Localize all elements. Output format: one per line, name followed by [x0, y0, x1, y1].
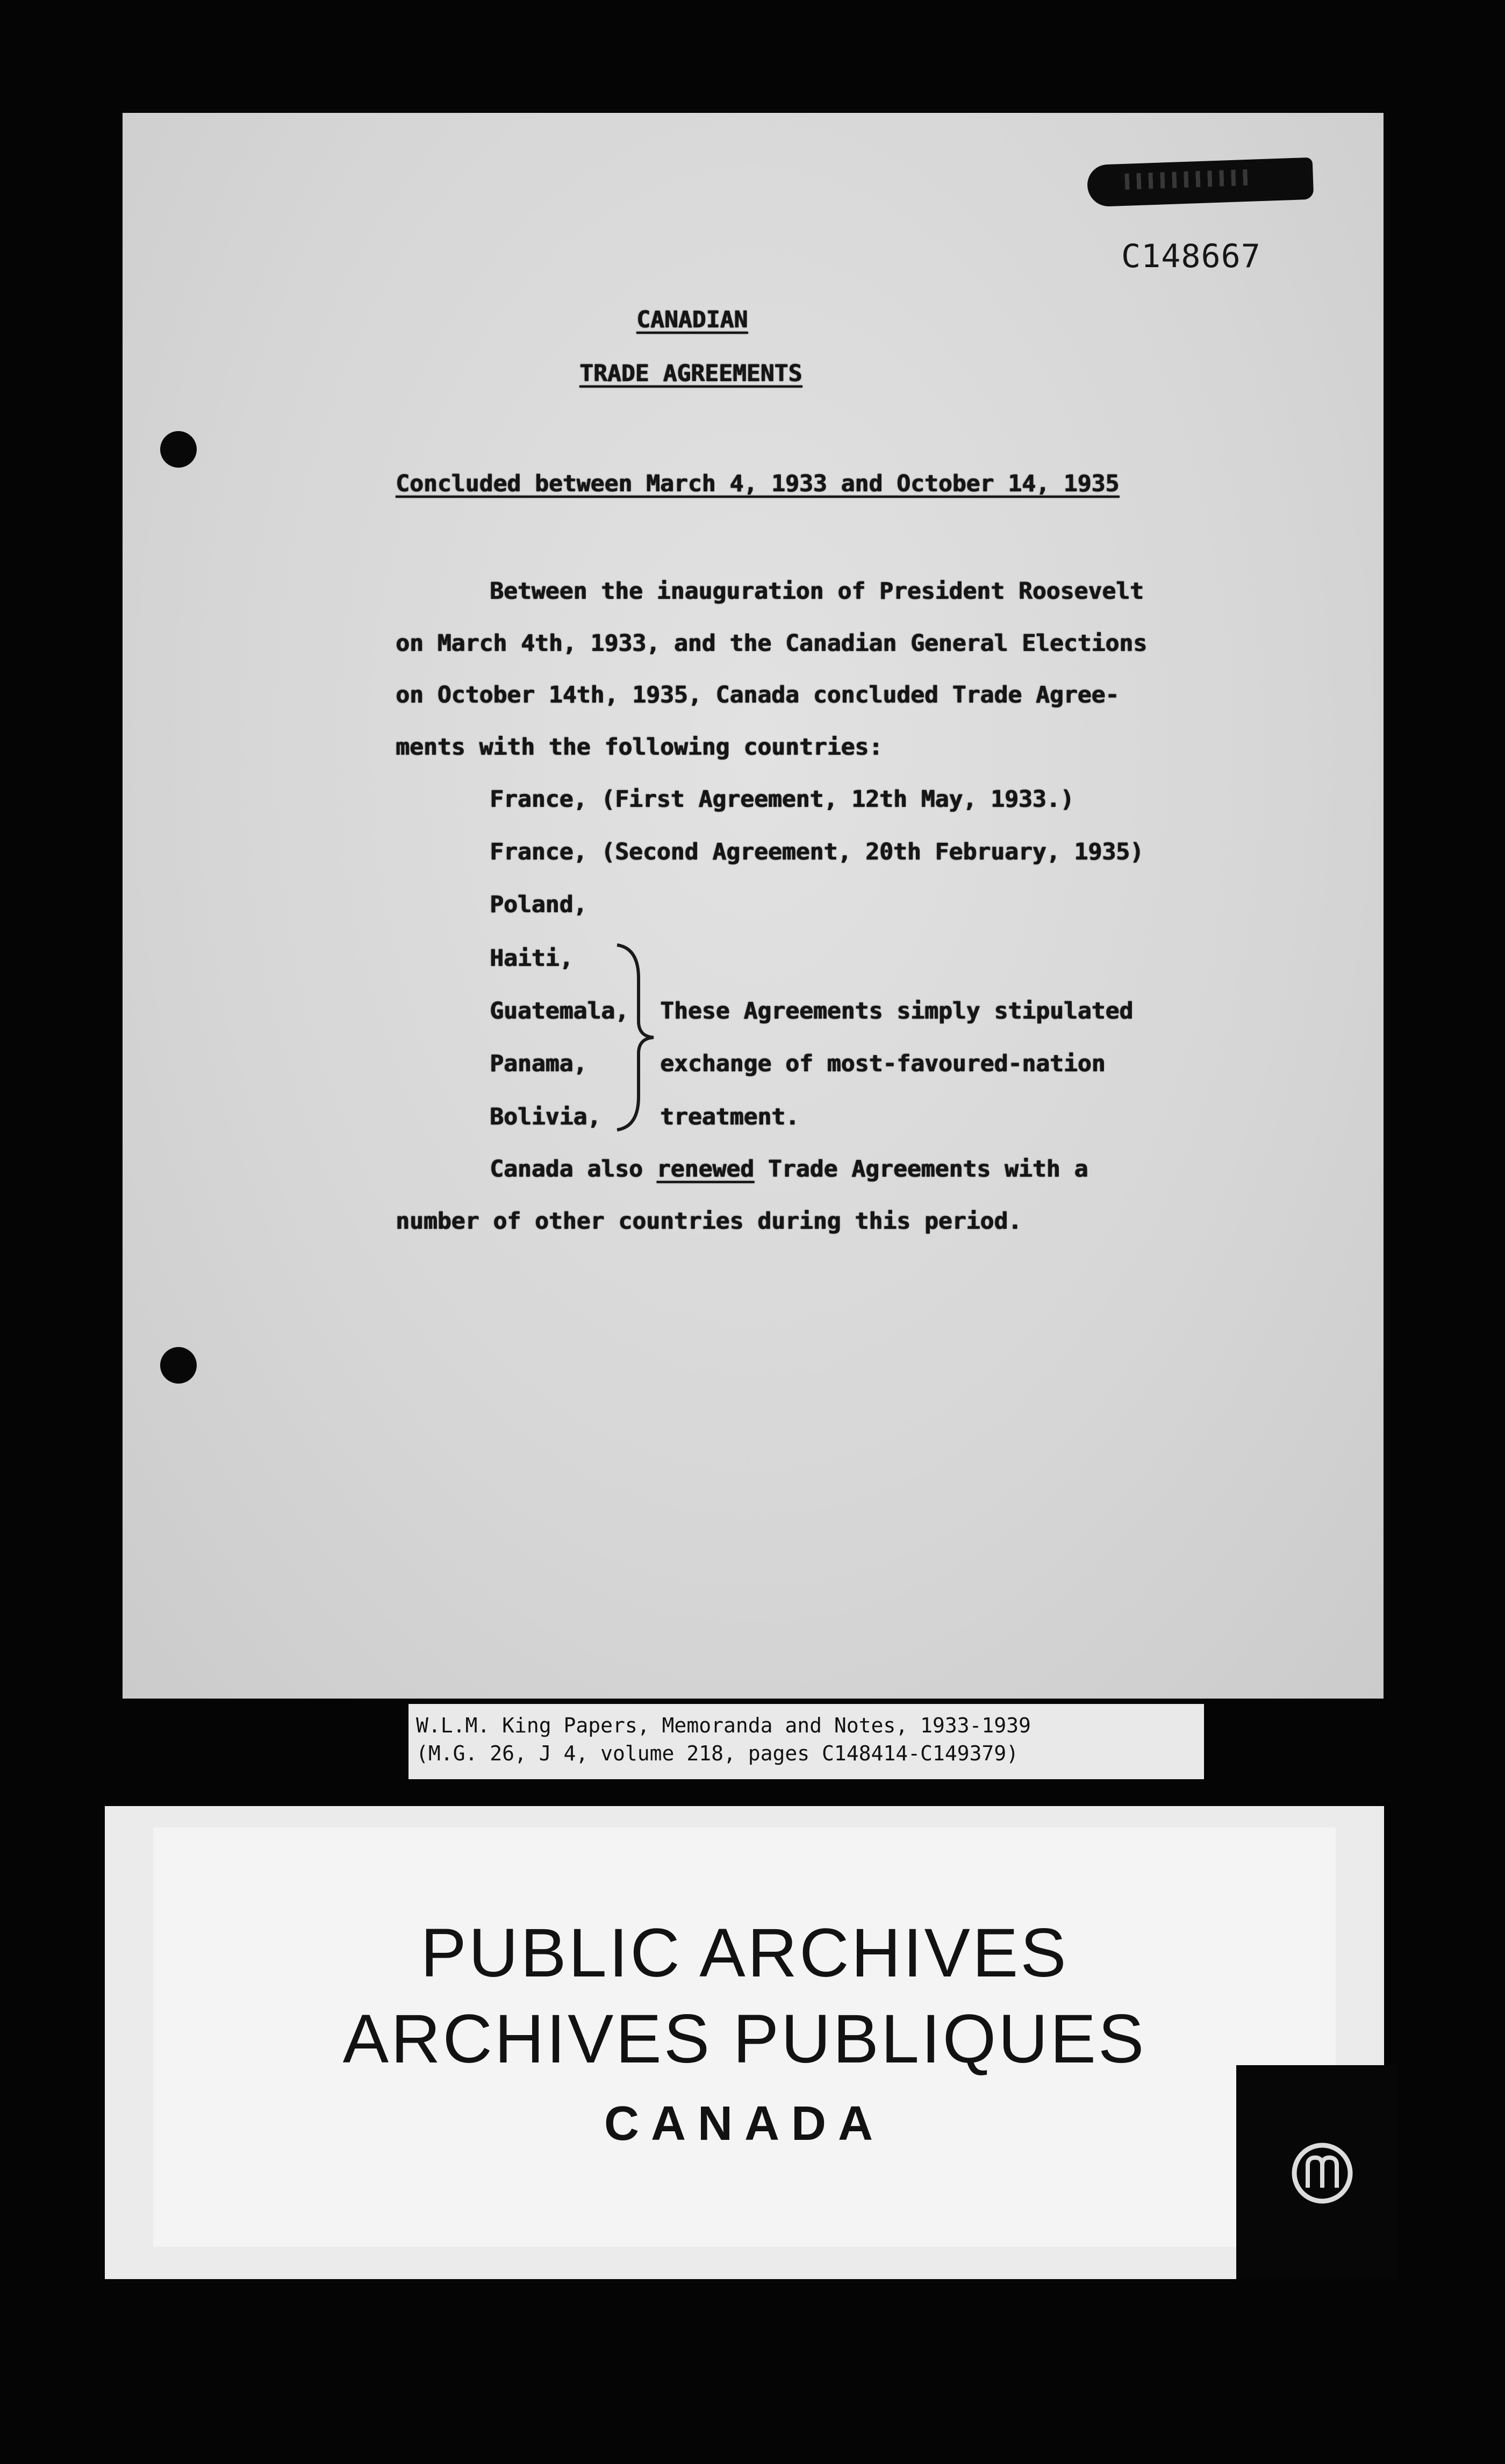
paragraph-line: ments with the following countries:	[396, 734, 883, 761]
country-item: Haiti,	[490, 945, 574, 972]
paragraph-line: Between the inauguration of President Roosevelt	[490, 578, 1144, 605]
punch-hole	[160, 1347, 197, 1384]
paragraph-line: on March 4th, 1933, and the Canadian General Elections	[396, 630, 1147, 657]
archives-card	[105, 1806, 1384, 2279]
curly-bracket	[606, 941, 660, 1134]
punch-hole	[160, 431, 197, 468]
archives-emblem-icon	[1287, 2138, 1357, 2208]
archives-country: CANADA	[604, 2097, 885, 2151]
closing-line-1: Canada also renewed Trade Agreements with a	[490, 1156, 1088, 1183]
country-item: France, (First Agreement, 12th May, 1933.)	[490, 786, 1074, 813]
paragraph-line: on October 14th, 1935, Canada concluded Trade Agree-	[396, 682, 1120, 708]
renewed-underlined: renewed	[656, 1156, 754, 1183]
reference-line-2: (M.G. 26, J 4, volume 218, pages C148414-C149379)	[416, 1742, 1019, 1765]
redacted-stamp	[1087, 157, 1314, 207]
country-item: Poland,	[490, 891, 587, 918]
bracket-note-line: treatment.	[660, 1104, 799, 1130]
heading-canadian: CANADIAN	[636, 306, 748, 333]
document-page	[123, 113, 1384, 1699]
archives-title-en: PUBLIC ARCHIVES	[420, 1915, 1069, 1992]
heading-trade-agreements: TRADE AGREEMENTS	[579, 360, 802, 387]
reference-label	[408, 1704, 1204, 1779]
bracket-note-line: exchange of most-favoured-nation	[660, 1050, 1106, 1077]
archives-title-fr: ARCHIVES PUBLIQUES	[342, 2001, 1146, 2078]
country-item: Guatemala,	[490, 998, 629, 1025]
document-number: C148667	[1121, 238, 1261, 275]
bracket-note-line: These Agreements simply stipulated	[660, 998, 1134, 1025]
subheading-dates: Concluded between March 4, 1933 and October 14, 1935	[396, 470, 1120, 497]
country-item: France, (Second Agreement, 20th February, 1935)	[490, 839, 1144, 865]
archives-card-inner	[153, 1828, 1336, 2247]
country-item: Bolivia,	[490, 1104, 601, 1130]
closing-line-2: number of other countries during this period.	[396, 1208, 1022, 1235]
reference-line-1: W.L.M. King Papers, Memoranda and Notes, 1933-1939	[416, 1714, 1031, 1737]
country-item: Panama,	[490, 1050, 587, 1077]
